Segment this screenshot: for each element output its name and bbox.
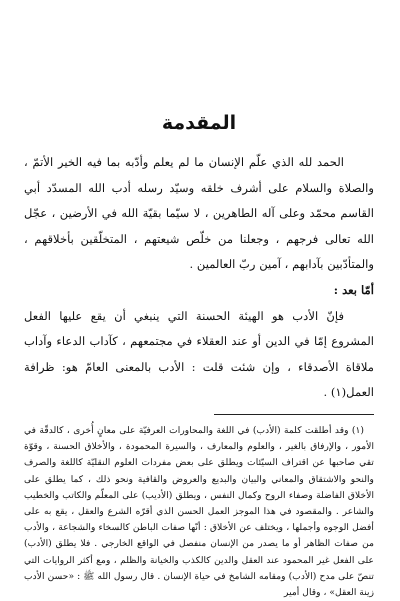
page-title: المقدمة: [161, 112, 237, 134]
footnote-separator: [214, 414, 374, 415]
transition-paragraph: أمّا بعد :: [333, 282, 374, 297]
footnote-block: [24, 423, 374, 601]
footnote-1: (١) وقد أطلقت كلمة (الأدب) في اللغة والمحاورات العرفيّة على معانٍ أُخرى ، كالدقّة في الأمور ، والإرفاق بالغير ، والعلوم والمعارف ، والسيرة المحمودة ، والأخلاق الحسنة ، وقوّة تقي صاحبها عن اقتراف السيّئات ويطلق على بعض مفردات العلوم النقليّة كاللغة والصرف والنحو والاشتقاق والمعاني والبيان والبديع والعروض والقافية ونحو ذلك ، كما يطلق على الأخلاق الفاضلة وصفاء الروح وكمال النفس ، ويطلق (الأديب) على المعلّم والكاتب والخطيب والشاعر . والمقصود في هذا الموجز العمل الحسن الذي أقرّه الشرع والعقل ، يقع به على أفضل الوجوه وأجملها ، ويختلف عن الأخلاق : أنّها صفات الباطن كالسخاء والشجاعة ، والأدب من صفات الظاهر أو ما يصدر من الإنسان منفصل في الواقع الخارجي . فلا يطلق (الأدب) على الفعل غير المحمود عند العقل والدين كالكذب والخيانة والظلم ، ومع أكثر الروايات التي تنصّ على مدح (الأدب) ومقامه الشامخ في حياة الإنسان . قال رسول الله ﷺ : «حسن الأدب زينة العقل» ، وقال أمير: [24, 424, 374, 598]
body-text: [24, 150, 374, 406]
intro-paragraph: الحمد لله الذي علّم الإنسان ما لم يعلم وأدّبه بما فيه الخير الأتمّ ، والصلاة والسلام على أشرف خلقه وسيّد رسله أدب الله المسدّد أبي القاسم محمّد وعلى آله الطاهرين ، لا سيّما بقيّة الله في الأرضين ، عجّل الله تعالى فرجهم ، وجعلنا من خلّص شيعتهم ، المتخلّقين بأخلاقهم ، والمتأدّبين بآدابهم ، آمين ربّ العالمين .: [24, 155, 374, 272]
definition-paragraph: فإنّ الأدب هو الهيئة الحسنة التي ينبغي أن يقع عليها الفعل المشروع إمّا في الدين أو عند العقلاء في مجتمعهم ، كآداب الدعاء وآداب ملاقاة الأصدقاء ، وإن شئت قلت : الأدب بالمعنى العامّ هو: ظرافة العمل(١) .: [24, 308, 374, 400]
